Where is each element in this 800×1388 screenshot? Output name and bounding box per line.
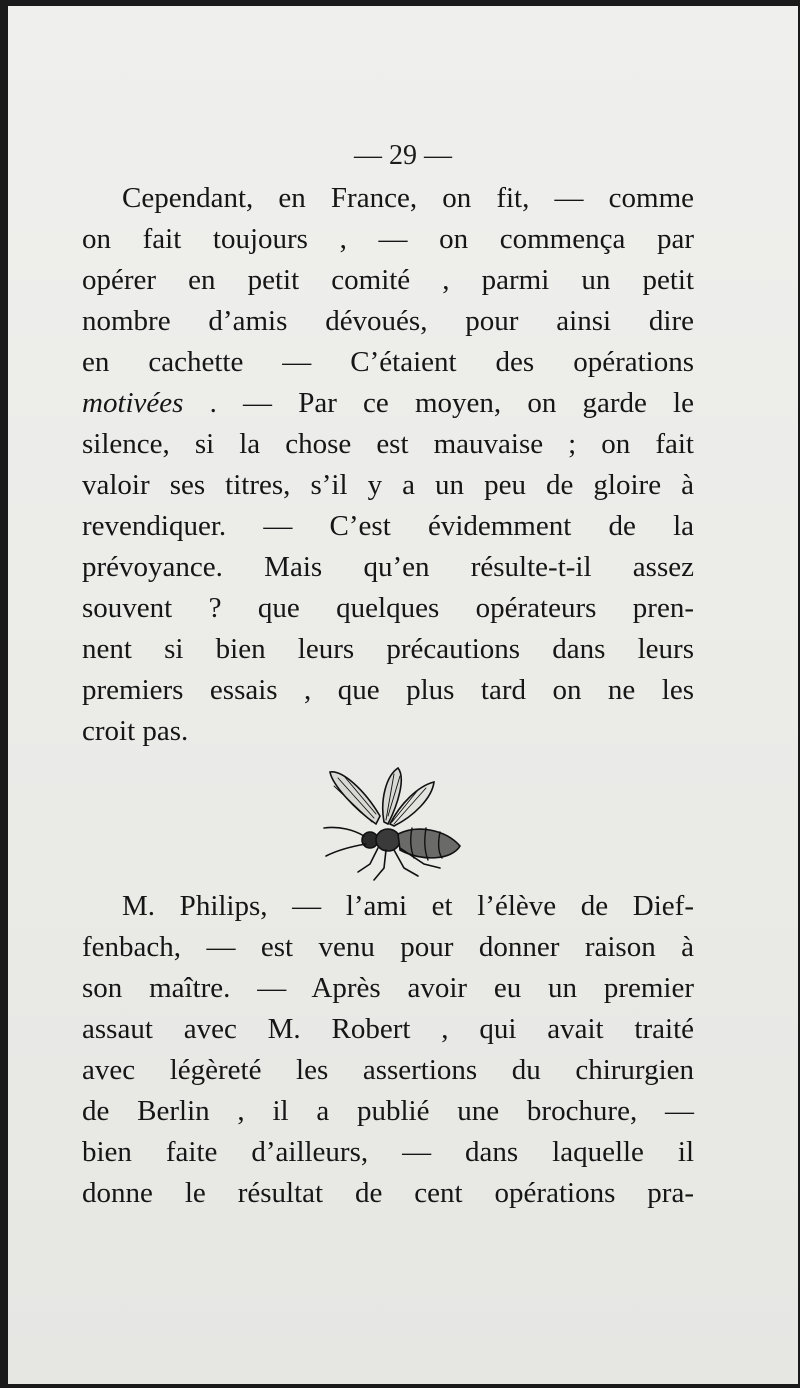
text-line: M. Philips, — l’ami et l’élève de Dief-: [122, 890, 694, 922]
text-line: assaut avec M. Robert , qui avait traité: [82, 1013, 694, 1045]
text-line: prévoyance. Mais qu’en résulte-t-il assez: [82, 551, 694, 583]
bee-ornament-icon: [314, 764, 464, 889]
text-line: valoir ses titres, s’il y a un peu de gloire à: [82, 469, 694, 501]
text-line: en cachette — C’étaient des opérations: [82, 346, 694, 378]
book-page: [8, 6, 798, 1384]
text-line: opérer en petit comité , parmi un petit: [82, 264, 694, 296]
text-line: on fait toujours , — on commença par: [82, 223, 694, 255]
paragraph-1: [82, 178, 694, 752]
paragraph-2: [82, 886, 694, 1214]
text-line: donne le résultat de cent opérations pra-: [82, 1177, 694, 1209]
text-line: souvent ? que quelques opérateurs pren-: [82, 592, 694, 624]
text-line: nent si bien leurs précautions dans leurs: [82, 633, 694, 665]
text-line: premiers essais , que plus tard on ne les: [82, 674, 694, 706]
text-line: son maître. — Après avoir eu un premier: [82, 972, 694, 1004]
italic-word: motivées: [82, 387, 184, 419]
text-line: nombre d’amis dévoués, pour ainsi dire: [82, 305, 694, 337]
page-number: — 29 —: [354, 140, 452, 171]
text-line: revendiquer. — C’est évidemment de la: [82, 510, 694, 542]
text-line: fenbach, — est venu pour donner raison à: [82, 931, 694, 963]
text-line: croit pas.: [82, 715, 189, 747]
text-line-rest: . — Par ce moyen, on garde le: [183, 387, 694, 419]
text-line: silence, si la chose est mauvaise ; on fait: [82, 428, 694, 460]
text-line: de Berlin , il a publié une brochure, —: [82, 1095, 694, 1127]
text-line: Cependant, en France, on fit, — comme: [122, 182, 694, 214]
text-line: bien faite d’ailleurs, — dans laquelle il: [82, 1136, 694, 1168]
text-line-with-italic: [82, 383, 694, 424]
text-line: avec légèreté les assertions du chirurgien: [82, 1054, 694, 1086]
